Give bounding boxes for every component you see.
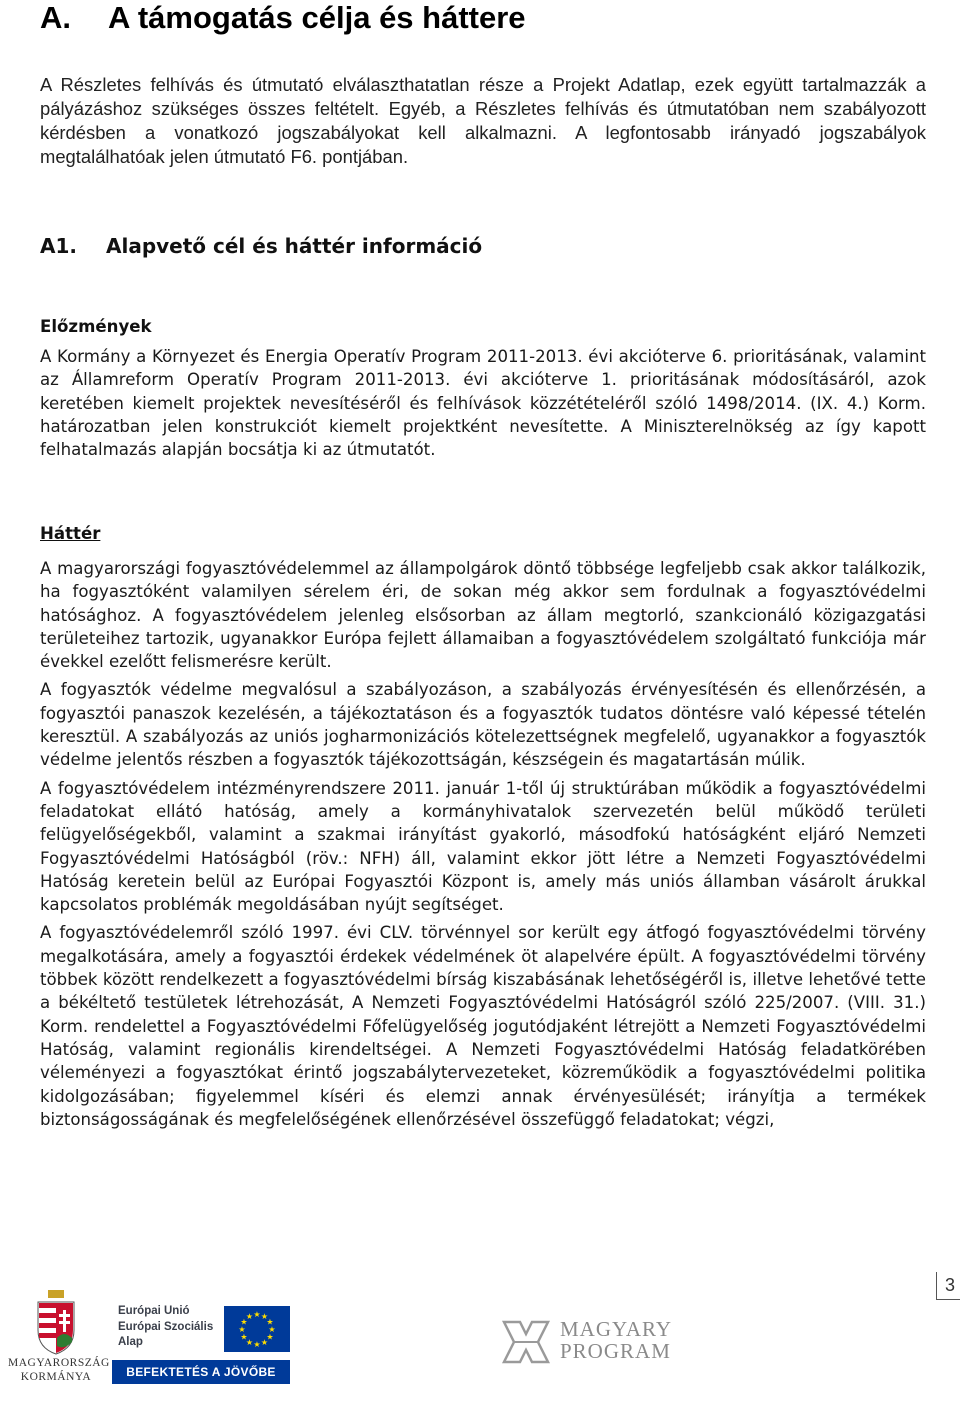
eu-star: ★ [245,1338,254,1347]
hatter-paragraph: A fogyasztóvédelemről szóló 1997. évi CLV. törvénnyel sor került egy átfogó fogyasztóvédelmi törvény megalkotására, amely a fogyasztói érdekek védelmének öt alapelvére épült. A fogyasztóvédelmi törvény többek között rendelkezett a fogyasztóvédelmi bírság kiszabásának lehetőségéről is, illetve lehetővé tette a békéltető testületek létrehozását, A Nemzeti Fogyasztóvédelmi Hatóságról szóló 225/2007. (VIII. 31.) Korm. rendelettel a Fogyasztóvédelmi Főfelügyelőség jogutódjaként létrejött a Nemzeti Fogyasztóvédelmi Hatóság, valamint regionális kirendeltségei. A Nemzeti Fogyasztóvédelmi Hatóság feladatkörében véleményezi a fogyasztókat érintő jogszabálytervezeteket, közreműködik a fogyasztóvédelmi politika kidolgozásában; figyelemmel kíséri és elemzi annak érvényesülését; irányítja a termékek biztonságosságának és megfelelőségének ellenőrzésével összefüggő feladatokat; végzi, [40,923,926,1129]
hatter-paragraph: A fogyasztók védelme megvalósul a szabályozáson, a szabályozás érvényesítésén és ellenőrzésén, a fogyasztói panaszok kezelésén, a tájékoztatáson és a fogyasztók tudatos döntésre való képessé tételén keresztül. A szabályozás az uniós jogharmonizációs kötelezettségnek megfelelő, ugyanakkor a fogyasztók védelme jelentős részben a fogyasztók tájékozottságán, készségein és magatartásán múlik. [40,680,926,770]
section-number: A1. [40,234,77,258]
magyary-line-2: PROGRAM [560,1339,671,1363]
eu-slogan: BEFEKTETÉS A JÖVŐBE [112,1360,290,1384]
eu-line-1: Európai Unió [118,1305,190,1317]
eu-star: ★ [253,1310,261,1319]
section-title: Alapvető cél és háttér információ [106,234,483,258]
main-heading [40,0,526,36]
eu-star: ★ [260,1312,269,1321]
magyary-line-1: MAGYARY [560,1317,673,1341]
eu-star: ★ [240,1317,248,1327]
coat-of-arms-icon [36,1290,76,1356]
eu-flag-icon [224,1306,290,1352]
coat-line-2: KORMÁNYA [20,1371,92,1383]
eu-line-3: Alap [118,1336,143,1348]
hatter-paragraph: A fogyasztóvédelem intézményrendszere 2011. január 1-től új struktúrában működik a fogyasztóvédelmi feladatokat ellátó hatóság, amely a kormányhivatalok szervezetén belül működő területi felügyelőségekből, valamint a szakmai irányítást gyakorló, másodfokú hatóságként eljáró Nemzeti Fogyasztóvédelmi Hatóságból (röv.: NFH) áll, valamint ekkor jött létre a Nemzeti Fogyasztóvédelmi Hatóság keretein belül az Európai Fogyasztói Központ is, amely más uniós államban vásárolt árukkal kapcsolatos problémák megoldásában nyújt segítséget. [40,778,926,915]
elozmenyek-body [40,345,926,466]
page-number: 3 [936,1272,960,1300]
eu-text [118,1304,213,1351]
intro-paragraph: A Részletes felhívás és útmutató elválaszthatatlan része a Projekt Adatlap, ezek együtt tartalmazzák a pályázáshoz szükséges összes feltételt. Egyéb, a Részletes felhívás és útmutatóban nem szabályozott kérdésben a vonatkozó jogszabályokat kell alkalmazni. A legfontosabb irányadó jogszabályok megtalálhatóak jelen útmutató F6. pontjában. [40,74,926,167]
eu-star: ★ [245,1312,254,1321]
elozmenyek-heading: Előzmények [40,317,152,336]
eu-line-2: Európai Szociális [118,1320,214,1333]
section-heading [40,232,482,260]
eu-star: ★ [260,1338,269,1347]
heading-title: A támogatás célja és háttere [108,0,526,35]
hatter-body [40,557,926,1136]
eu-star: ★ [238,1325,246,1334]
magyary-text [560,1318,672,1362]
hungarian-government-logo [8,1290,110,1384]
eu-logo-block [112,1304,290,1398]
magyary-emblem-icon [498,1316,554,1366]
eu-star: ★ [253,1340,261,1349]
heading-number: A. [40,0,71,35]
elozmenyek-paragraph: A Kormány a Környezet és Energia Operatív Program 2011-2013. évi akcióterve 6. prioritásának, valamint az Államreform Operatív Program 2011-2013. évi akcióterve 1. prioritásának módosításáról, azok keretében kiemelt projektek nevesítéséről és felhívások közzétételéről szóló 1498/2014. (IX. 4.) Korm. határozatban jelen konstrukciót kiemelt projektként nevesítette. A Miniszterelnökség az így kapott felhatalmazás alapján bocsátja ki az útmutatót. [40,347,926,460]
footer-logos [0,1290,960,1407]
coat-line-1: MAGYARORSZÁG [8,1357,110,1369]
hatter-heading: Háttér [40,524,101,543]
eu-star: ★ [266,1332,274,1342]
magyary-program-logo [498,1316,698,1366]
eu-star: ★ [240,1332,248,1342]
eu-star: ★ [268,1325,276,1334]
hatter-paragraph: A magyarországi fogyasztóvédelemmel az állampolgárok döntő többsége legfeljebb csak akkor találkozik, ha fogyasztóként valamilyen sérelem éri, de sokan még akkor sem fordulnak a fogyasztóvédelmi hatósághoz. A fogyasztóvédelem jelenleg elsősorban az állam megtorló, szankcionáló közigazgatási területeihez tartozik, ugyanakkor Európa fejlett államaiban a fogyasztóvédelem szolgáltató funkciója már évekkel ezelőtt felismerésre került. [40,559,926,672]
eu-star: ★ [266,1317,274,1327]
